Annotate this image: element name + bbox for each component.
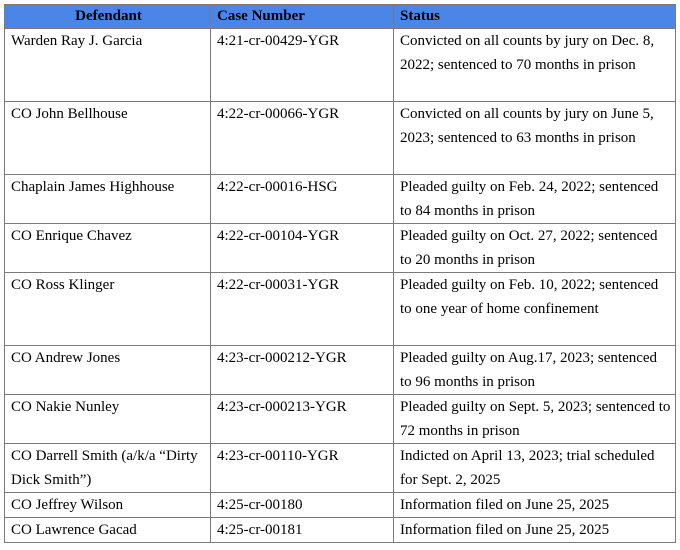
table-row xyxy=(5,395,676,444)
status-cell: Convicted on all counts by jury on Dec. 8, 2022; sentenced to 70 months in prison xyxy=(394,29,676,102)
status-cell: Pleaded guilty on Oct. 27, 2022; sentenced to 20 months in prison xyxy=(394,224,676,273)
defendant-cell: CO Andrew Jones xyxy=(5,346,211,395)
table-row xyxy=(5,224,676,273)
defendant-cell: CO Darrell Smith (a/k/a “Dirty Dick Smith”) xyxy=(5,444,211,493)
defendant-cell: CO Lawrence Gacad xyxy=(5,518,211,543)
status-cell: Pleaded guilty on Feb. 10, 2022; sentenced to one year of home confinement xyxy=(394,273,676,346)
table-row xyxy=(5,493,676,518)
status-cell: Pleaded guilty on Aug.17, 2023; sentenced to 96 months in prison xyxy=(394,346,676,395)
table-row xyxy=(5,175,676,224)
header-case-number: Case Number xyxy=(211,5,394,29)
table-row xyxy=(5,444,676,493)
defendant-cell: CO Nakie Nunley xyxy=(5,395,211,444)
status-cell: Pleaded guilty on Feb. 24, 2022; sentenced to 84 months in prison xyxy=(394,175,676,224)
status-cell: Information filed on June 25, 2025 xyxy=(394,518,676,543)
defendant-cell: CO Jeffrey Wilson xyxy=(5,493,211,518)
case-number-cell: 4:21-cr-00429-YGR xyxy=(211,29,394,102)
table-row xyxy=(5,346,676,395)
header-defendant: Defendant xyxy=(5,5,211,29)
case-number-cell: 4:25-cr-00180 xyxy=(211,493,394,518)
table-row xyxy=(5,102,676,175)
case-number-cell: 4:22-cr-00066-YGR xyxy=(211,102,394,175)
case-number-cell: 4:25-cr-00181 xyxy=(211,518,394,543)
case-number-cell: 4:23-cr-00110-YGR xyxy=(211,444,394,493)
table-header-row xyxy=(5,5,676,29)
status-cell: Information filed on June 25, 2025 xyxy=(394,493,676,518)
header-status: Status xyxy=(394,5,676,29)
case-number-cell: 4:22-cr-00104-YGR xyxy=(211,224,394,273)
cases-table xyxy=(4,4,676,543)
table-row xyxy=(5,518,676,543)
case-number-cell: 4:22-cr-00031-YGR xyxy=(211,273,394,346)
status-cell: Indicted on April 13, 2023; trial scheduled for Sept. 2, 2025 xyxy=(394,444,676,493)
defendant-cell: Chaplain James Highhouse xyxy=(5,175,211,224)
status-cell: Pleaded guilty on Sept. 5, 2023; sentenced to 72 months in prison xyxy=(394,395,676,444)
defendant-cell: CO John Bellhouse xyxy=(5,102,211,175)
case-number-cell: 4:22-cr-00016-HSG xyxy=(211,175,394,224)
case-number-cell: 4:23-cr-000213-YGR xyxy=(211,395,394,444)
defendant-cell: Warden Ray J. Garcia xyxy=(5,29,211,102)
case-number-cell: 4:23-cr-000212-YGR xyxy=(211,346,394,395)
table-row xyxy=(5,29,676,102)
table-row xyxy=(5,273,676,346)
defendant-cell: CO Ross Klinger xyxy=(5,273,211,346)
status-cell: Convicted on all counts by jury on June 5, 2023; sentenced to 63 months in prison xyxy=(394,102,676,175)
defendant-cell: CO Enrique Chavez xyxy=(5,224,211,273)
